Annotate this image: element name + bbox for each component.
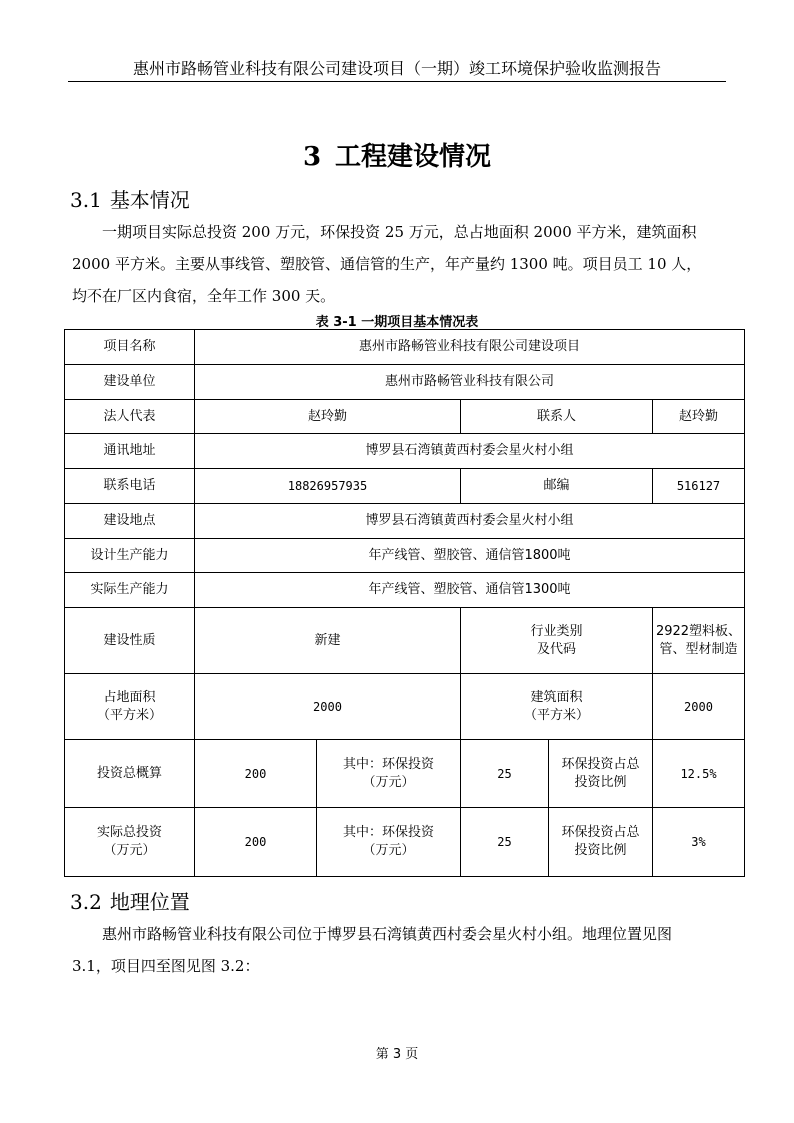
table-row [65,400,745,434]
cell-actual-ratio: 3% [653,808,745,877]
label-line: 其中：环保投资 [342,756,434,772]
cell-label: 联系人 [461,400,653,434]
cell-budget-ratio: 12.5% [653,740,745,808]
label-line: （万元） [362,843,415,858]
label-line: 建筑面积 [530,689,583,705]
label-line: （平方米） [96,707,162,723]
cell-address: 博罗县石湾镇黄西村委会星火村小组 [195,434,745,469]
cell-actual-env: 25 [461,808,549,877]
label-line: 环保投资占总 [561,825,640,840]
table-row [65,608,745,674]
label-line: （万元） [362,774,415,790]
project-info-table [64,329,745,877]
cell-design-capacity: 年产线管、塑胶管、通信管1800吨 [195,539,745,573]
cell-builder: 惠州市路畅管业科技有限公司 [195,365,745,400]
report-header: 惠州市路畅管业科技有限公司建设项目（一期）竣工环境保护验收监测报告 [132,59,661,78]
cell-label: 投资总概算 [65,740,195,808]
table-row [65,365,745,400]
table-row [65,330,745,365]
cell-label: 建设性质 [65,608,195,674]
cell-building-area: 2000 [653,674,745,740]
cell-legal-rep: 赵玲勤 [195,400,461,434]
table-row [65,740,745,808]
label-line: 投资比例 [574,843,627,858]
section-number: 3.1 [70,188,102,212]
section-heading-location [70,886,190,915]
label-line: 投资比例 [574,774,627,790]
cell-label: 邮编 [461,469,653,504]
cell-actual-capacity: 年产线管、塑胶管、通信管1300吨 [195,573,745,608]
page-number: 第 3 页 [375,1047,419,1062]
location-paragraph [72,918,724,982]
table-row [65,573,745,608]
cell-contact: 赵玲勤 [653,400,745,434]
table-caption: 表 3-1 一期项目基本情况表 [315,315,479,330]
cell-label: 实际生产能力 [65,573,195,608]
cell-actual: 200 [195,808,317,877]
cell-nature: 新建 [195,608,461,674]
cell-label: 建设地点 [65,504,195,539]
label-line: 行业类别 [530,623,583,639]
cell-label [65,808,195,877]
label-line: 环保投资占总 [561,756,640,772]
cell-postcode: 516127 [653,469,745,504]
cell-label: 项目名称 [65,330,195,365]
cell-label: 联系电话 [65,469,195,504]
paragraph-line: 3.1，项目四至图见图 3.2： [72,957,260,975]
section-title: 基本情况 [109,188,190,212]
cell-label [317,808,461,877]
table-row [65,434,745,469]
cell-label [549,740,653,808]
cell-budget: 200 [195,740,317,808]
paragraph-line: 2000 平方米。主要从事线管、塑胶管、通信管的生产，年产量约 1300 吨。项目员工 10 人， [72,255,702,273]
label-line: 其中：环保投资 [342,825,434,840]
cell-label: 法人代表 [65,400,195,434]
header-divider [68,81,726,82]
section-number: 3.2 [70,890,102,914]
table-row [65,504,745,539]
cell-phone: 18826957935 [195,469,461,504]
cell-label [65,674,195,740]
table-row [65,674,745,740]
cell-land-area: 2000 [195,674,461,740]
cell-industry: 2922塑料板、管、型材制造 [653,608,745,674]
cell-label: 通讯地址 [65,434,195,469]
cell-budget-env: 25 [461,740,549,808]
paragraph-line: 一期项目实际总投资 200 万元，环保投资 25 万元，总占地面积 2000 平方米，建筑面积 [102,223,697,241]
cell-label [549,808,653,877]
basic-info-paragraph [72,216,724,312]
label-line: （万元） [103,843,156,858]
table-row [65,808,745,877]
label-line: 及代码 [536,641,576,657]
cell-label: 设计生产能力 [65,539,195,573]
paragraph-line: 均不在厂区内食宿，全年工作 300 天。 [72,287,336,305]
label-line: 实际总投资 [96,825,162,840]
cell-site: 博罗县石湾镇黄西村委会星火村小组 [195,504,745,539]
chapter-title [0,136,794,173]
cell-project-name: 惠州市路畅管业科技有限公司建设项目 [195,330,745,365]
table-row [65,469,745,504]
section-title: 地理位置 [109,890,190,914]
chapter-title-text: 工程建设情况 [335,142,492,172]
cell-label [317,740,461,808]
cell-label [461,674,653,740]
cell-label [461,608,653,674]
label-line: 占地面积 [103,689,156,705]
cell-label: 建设单位 [65,365,195,400]
chapter-number: 3 [302,142,322,172]
paragraph-line: 惠州市路畅管业科技有限公司位于博罗县石湾镇黄西村委会星火村小组。地理位置见图 [102,925,673,943]
label-line: （平方米） [523,707,589,723]
table-row [65,539,745,573]
section-heading-basic [70,184,190,213]
